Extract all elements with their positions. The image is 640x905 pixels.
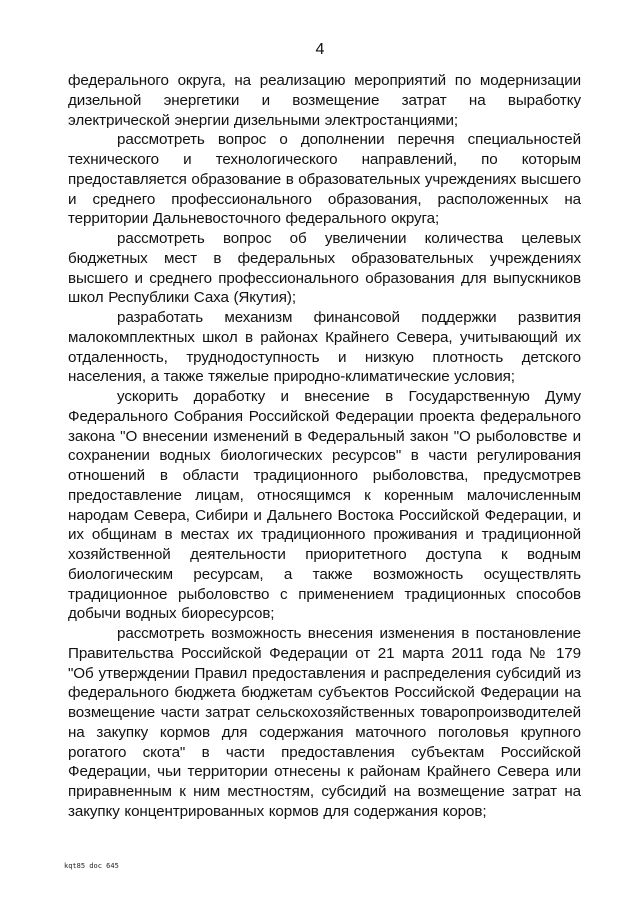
paragraph: федерального округа, на реализацию мероприятий по модернизации дизельной энергетики и возмещение затрат на выработку электрической энергии дизельными электростанциями; (68, 72, 581, 129)
paragraph: ускорить доработку и внесение в Государственную Думу Федерального Собрания Российской Федерации проекта федерального закона "О внесении изменений в Федеральный закон "О рыболовстве и сохранении водных биологических ресурсов" в части регулирования отношений в области традиционного рыболовства, предусмотрев предоставление лицам, относящимся к коренным малочисленным народам Севера, Сибири и Дальнего Востока Российской Федерации, и их общинам в местах их традиционного проживания и традиционной хозяйственной деятельности приоритетного доступа к водным биологическим ресурсам, а также возможность осуществлять традиционное рыболовство с применением традиционных способов добычи водных биоресурсов; (68, 388, 581, 623)
document-body (68, 71, 581, 822)
paragraph: рассмотреть вопрос о дополнении перечня специальностей технического и технологического направлений, по которым предоставляется образование в образовательных учреждениях высшего и среднего профессионального образования, расположенных на территории Дальневосточного федерального округа; (68, 131, 581, 228)
paragraph: рассмотреть возможность внесения изменения в постановление Правительства Российской Федерации от 21 марта 2011 года № 179 "Об утверждении Правил предоставления и распределения субсидий из федерального бюджета бюджетам субъектов Российской Федерации на возмещение части затрат сельскохозяйственных товаропроизводителей на закупку кормов для содержания маточного поголовья крупного рогатого скота" в части предоставления субъектам Российской Федерации, чьи территории отнесены к районам Крайнего Севера или приравненным к ним местностям, субсидий на возмещение затрат на закупку концентрированных кормов для содержания коров; (68, 625, 581, 820)
page-number: 4 (315, 41, 325, 58)
document-footer-code: kqt85 doc 645 (64, 862, 119, 870)
paragraph: разработать механизм финансовой поддержки развития малокомплектных школ в районах Крайнего Севера, учитывающий их отдаленность, труднодоступность и низкую плотность детского населения, а также тяжелые природно-климатические условия; (68, 309, 581, 386)
paragraph: рассмотреть вопрос об увеличении количества целевых бюджетных мест в федеральных образовательных учреждениях высшего и среднего профессионального образования для выпускников школ Республики Саха (Якутия); (68, 230, 581, 307)
